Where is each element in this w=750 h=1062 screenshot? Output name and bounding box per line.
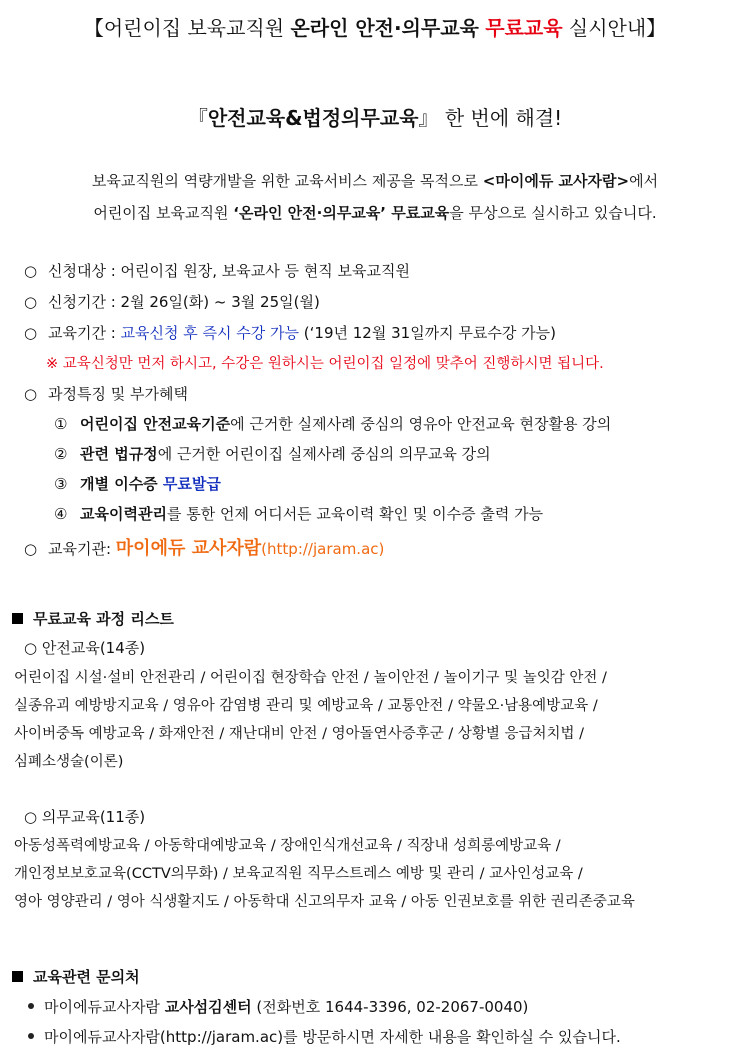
list-item: 심폐소생술(이론) [14, 754, 124, 770]
intro-brand: <마이에듀 교사자람> [482, 172, 630, 190]
circle-bullet-icon: ○ [24, 262, 38, 280]
info-text: 교육기간 : [48, 324, 121, 342]
number-4-icon: ④ [54, 505, 68, 523]
info-edu-period [24, 322, 556, 343]
list-item: 사이버중독 예방교육 / 화재안전 / 재난대비 안전 / 영아돌연사증후군 / 상황별 응급처치법 / [14, 726, 584, 742]
safety-title: ○ 안전교육(14종) [24, 639, 146, 657]
feature-bold: 관련 법규정 [80, 445, 158, 463]
circle-bullet-icon: ○ [24, 324, 38, 342]
list-item: 아동성폭력예방교육 / 아동학대예방교육 / 장애인식개선교육 / 직장내 성희롱예방교육 / [14, 838, 561, 854]
subtitle [0, 102, 750, 131]
square-bullet-icon [12, 613, 23, 624]
intro-text: 보육교직원의 역량개발을 위한 교육서비스 제공을 목적으로 [91, 172, 483, 190]
duty-title: ○ 의무교육(11종) [24, 808, 146, 826]
list-item: 실종유괴 예방방지교육 / 영유아 감염병 관리 및 예방교육 / 교통안전 / 약물오·남용예방교육 / [14, 698, 598, 714]
contact-phone: (전화번호 1644-3396, 02-2067-0040) [251, 998, 529, 1016]
intro-text: 을 무상으로 실시하고 있습니다. [449, 204, 657, 222]
intro-text: 어린이집 보육교직원 [93, 204, 234, 222]
feature-text: 에 근거한 어린이집 실제사례 중심의 의무교육 강의 [157, 445, 491, 463]
list-item: 개인정보보호교육(CCTV의무화) / 보육교직원 직무스트레스 예방 및 관리 / 교사인성교육 / [14, 866, 583, 882]
intro-text: 에서 [629, 172, 659, 190]
intro-bold: ‘온라인 안전·의무교육’ 무료교육 [233, 204, 450, 222]
number-3-icon: ③ [54, 475, 68, 493]
contact-text: 마이에듀교사자람 [44, 998, 165, 1016]
title-suffix: 실시안내】 [562, 16, 667, 40]
list-item: 어린이집 시설·설비 안전관리 / 어린이집 현장학습 안전 / 놀이안전 / 놀이기구 및 놀잇감 안전 / [14, 670, 607, 686]
contact-text: 마이에듀교사자람(http://jaram.ac)를 방문하시면 자세한 내용을 확인하실 수 있습니다. [44, 1028, 621, 1046]
org-url-link[interactable]: (http://jaram.ac) [261, 540, 385, 558]
contact-center: 교사섬김센터 [164, 998, 252, 1016]
feature-bold: 개별 이수증 [80, 475, 163, 493]
feature-bold: 어린이집 안전교육기준 [80, 415, 231, 433]
subtitle-open-bracket: 『 [187, 106, 208, 130]
title-bold: 온라인 안전·의무교육 [290, 16, 479, 40]
list-item: 영아 영양관리 / 영아 식생활지도 / 아동학대 신고의무자 교육 / 아동 인권보호를 위한 권리존중교육 [14, 894, 635, 910]
circle-bullet-icon: ○ [24, 540, 38, 558]
contact-item-2 [28, 1026, 621, 1047]
circle-bullet-icon: ○ [24, 293, 38, 311]
page-title [0, 12, 750, 41]
intro-line-1 [0, 170, 750, 191]
contact-heading [12, 966, 140, 987]
subtitle-bold: 안전교육&법정의무교육 [207, 106, 419, 130]
feature-text: 에 근거한 실제사례 중심의 영유아 안전교육 현장활용 강의 [230, 415, 612, 433]
title-prefix: 【어린이집 보육교직원 [83, 16, 291, 40]
title-free: 무료교육 [485, 16, 563, 40]
info-org [24, 534, 384, 560]
feature-2 [54, 443, 491, 464]
subtitle-rest: 한 번에 해결! [438, 106, 563, 130]
info-features [24, 383, 188, 404]
contact-item-1 [28, 996, 528, 1017]
info-period [24, 291, 320, 312]
info-text: 과정특징 및 부가혜택 [48, 385, 188, 403]
courses-heading [12, 608, 174, 629]
feature-3 [54, 473, 221, 494]
section-heading-text: 교육관련 문의처 [33, 968, 140, 986]
number-1-icon: ① [54, 415, 68, 433]
feature-bold: 교육이력관리 [80, 505, 167, 523]
org-name: 마이에듀 교사자람 [115, 538, 262, 559]
circle-bullet-icon: ○ [24, 385, 38, 403]
feature-free-badge: 무료발급 [162, 475, 221, 493]
info-blue-text: 교육신청 후 즉시 수강 가능 [120, 324, 300, 342]
dot-bullet-icon [28, 1003, 34, 1009]
number-2-icon: ② [54, 445, 68, 463]
subtitle-close-bracket: 』 [418, 106, 439, 130]
info-target [24, 260, 410, 281]
section-heading-text: 무료교육 과정 리스트 [33, 610, 174, 628]
feature-4 [54, 503, 543, 524]
info-text: 교육기관: [48, 540, 116, 558]
intro-line-2 [0, 202, 750, 223]
info-note: ※ 교육신청만 먼저 하시고, 수강은 원하시는 어린이집 일정에 맞추어 진행하시면 됩니다. [46, 356, 604, 372]
info-text: (‘19년 12월 31일까지 무료수강 가능) [299, 324, 556, 342]
dot-bullet-icon [28, 1033, 34, 1039]
info-text: 신청대상 : 어린이집 원장, 보육교사 등 현직 보육교직원 [48, 262, 410, 280]
feature-text: 를 통한 언제 어디서든 교육이력 확인 및 이수증 출력 가능 [166, 505, 544, 523]
info-text: 신청기간 : 2월 26일(화) ~ 3월 25일(월) [48, 293, 320, 311]
square-bullet-icon [12, 971, 23, 982]
feature-1 [54, 413, 611, 434]
